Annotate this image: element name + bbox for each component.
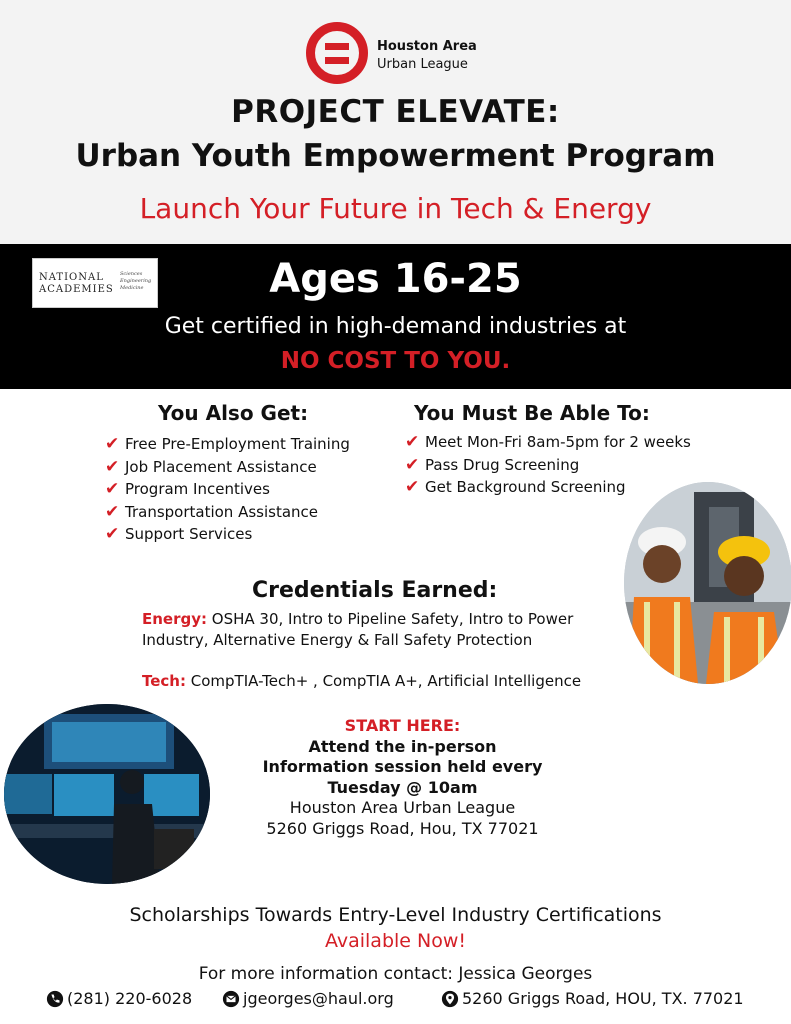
org-line2: Urban League [377, 57, 468, 72]
energy-label: Energy: [142, 610, 208, 628]
phone-number: (281) 220-6028 [67, 989, 193, 1008]
list-item [105, 456, 350, 479]
tech-label: Tech: [142, 672, 186, 690]
email-contact[interactable] [222, 989, 394, 1008]
contact-line: For more information contact: Jessica Georges [198, 964, 593, 984]
list-item [405, 454, 691, 477]
address-contact [441, 989, 744, 1008]
tech-text: CompTIA-Tech+ , CompTIA A+, Artificial Intelligence [190, 672, 582, 690]
mail-icon [222, 990, 240, 1008]
na-line2: ACADEMIES [39, 284, 114, 295]
check-icon: ✔ [105, 501, 120, 522]
org-line1: Houston Area [377, 39, 477, 54]
list-item [105, 523, 350, 546]
list-item [405, 431, 691, 454]
session-line1: Attend the in-person [308, 736, 497, 756]
cert-text: Get certified in high-demand industries at [164, 314, 627, 339]
also-heading: You Also Get: [158, 401, 309, 425]
tech-credentials [142, 671, 581, 692]
list-item-text: Get Background Screening [425, 478, 626, 496]
phone-icon [46, 990, 64, 1008]
ages-heading: Ages 16-25 [269, 256, 522, 302]
na-sub2: Engineering [120, 278, 152, 284]
na-line1: NATIONAL [39, 272, 104, 283]
no-cost-text: NO COST TO YOU. [280, 348, 511, 374]
na-sub3: Medicine [120, 285, 144, 291]
session-place: Houston Area Urban League [289, 798, 516, 817]
list-item-text: Support Services [125, 525, 253, 543]
also-list [105, 433, 350, 546]
check-icon: ✔ [105, 434, 120, 454]
list-item-text: Job Placement Assistance [125, 457, 317, 476]
phone-contact[interactable] [46, 989, 192, 1008]
title-program: Urban Youth Empowerment Program [75, 138, 716, 174]
check-icon: ✔ [405, 454, 420, 475]
footer-address: 5260 Griggs Road, HOU, TX. 77021 [462, 989, 744, 1008]
credentials-heading: Credentials Earned: [252, 578, 498, 603]
list-item [105, 433, 350, 456]
urban-league-logo [306, 22, 368, 84]
list-item [105, 501, 350, 524]
list-item-text: Transportation Assistance [125, 502, 319, 521]
scholarship-line: Scholarships Towards Entry-Level Industry Certifications [129, 904, 662, 926]
energy-line2: Industry, Alternative Energy & Fall Safety Protection [142, 631, 533, 649]
workers-photo [624, 482, 791, 684]
check-icon: ✔ [105, 456, 120, 477]
tagline: Launch Your Future in Tech & Energy [139, 192, 652, 225]
list-item-text: Free Pre-Employment Training [125, 435, 350, 453]
list-item [105, 478, 350, 501]
must-list [405, 431, 691, 499]
start-here: START HERE: [344, 716, 461, 735]
energy-credentials [142, 609, 573, 630]
location-pin-icon [441, 990, 459, 1008]
check-icon: ✔ [405, 477, 420, 497]
title-project: PROJECT ELEVATE: [231, 94, 560, 130]
energy-line1: OSHA 30, Intro to Pipeline Safety, Intro to Power [211, 610, 574, 628]
session-line3: Tuesday @ 10am [327, 777, 478, 797]
list-item-text: Meet Mon-Fri 8am-5pm for 2 weeks [425, 433, 691, 451]
check-icon: ✔ [105, 479, 120, 499]
session-address: 5260 Griggs Road, Hou, TX 77021 [266, 818, 539, 838]
na-sub1: Sciences [120, 271, 143, 277]
org-name [377, 38, 477, 74]
list-item-text: Pass Drug Screening [425, 455, 580, 474]
session-line2: Information session held every [262, 757, 543, 776]
list-item [405, 476, 691, 499]
available-now: Available Now! [324, 930, 467, 952]
must-heading: You Must Be Able To: [414, 401, 650, 425]
info-session [200, 716, 605, 839]
check-icon: ✔ [105, 524, 120, 544]
list-item-text: Program Incentives [125, 480, 270, 498]
tech-workstation-photo [4, 704, 210, 884]
check-icon: ✔ [405, 432, 420, 452]
email-address: jgeorges@haul.org [243, 989, 394, 1008]
